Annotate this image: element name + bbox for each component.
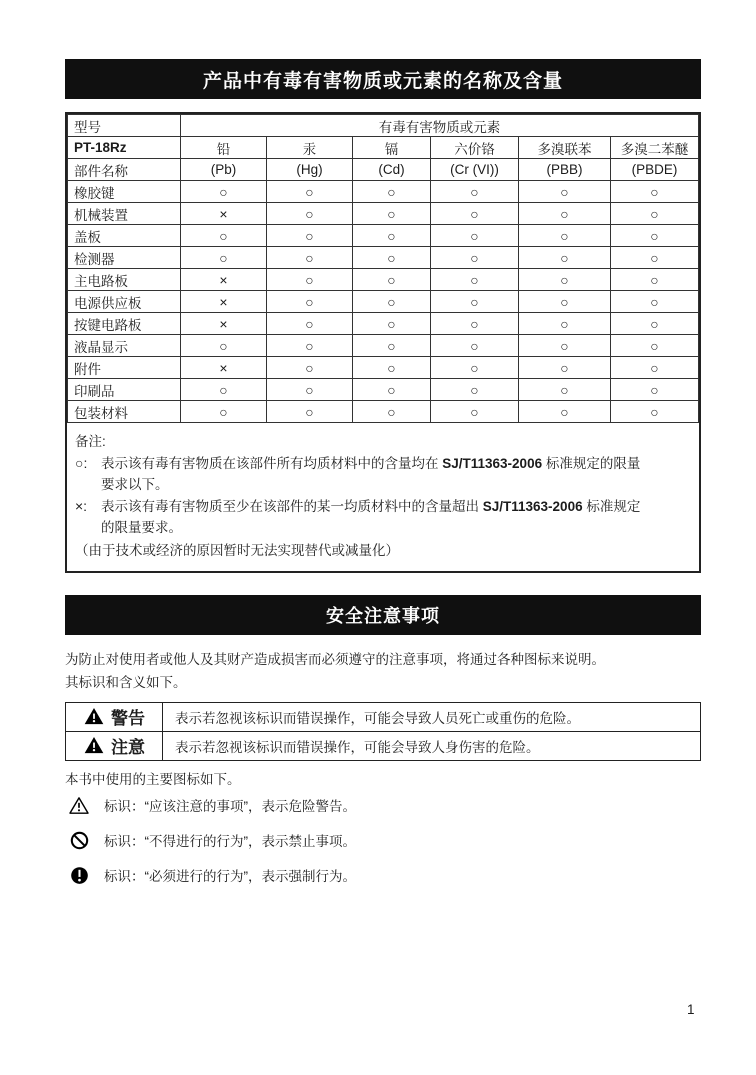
substance-value-cell: ○ (431, 313, 519, 335)
safety-levels-table (65, 702, 701, 761)
hazard-table-row (68, 181, 699, 203)
substance-value-cell: ○ (611, 291, 699, 313)
substance-value-cell: ○ (353, 313, 431, 335)
substance-value-cell: × (181, 269, 267, 291)
substance-value-cell: ○ (267, 225, 353, 247)
substance-value-cell: ○ (353, 291, 431, 313)
part-name-cell: 盖板 (68, 225, 181, 247)
substance-symbol-cell: (PBB) (519, 159, 611, 181)
substance-value-cell: ○ (611, 335, 699, 357)
substance-value-cell: ○ (431, 357, 519, 379)
substance-value-cell: ○ (611, 225, 699, 247)
substance-value-cell: ○ (353, 401, 431, 423)
substance-value-cell: ○ (267, 291, 353, 313)
substance-value-cell: ○ (181, 401, 267, 423)
substance-value-cell: ○ (181, 379, 267, 401)
substance-value-cell: ○ (181, 181, 267, 203)
substance-name-cell: 多溴二苯醚 (611, 137, 699, 159)
substance-value-cell: ○ (267, 401, 353, 423)
substance-symbol-cell: (Cd) (353, 159, 431, 181)
substance-value-cell: ○ (267, 313, 353, 335)
substance-value-cell: ○ (519, 379, 611, 401)
substance-value-cell: ○ (353, 225, 431, 247)
hazard-table-row (68, 225, 699, 247)
substance-value-cell: ○ (353, 247, 431, 269)
substance-value-cell: ○ (267, 269, 353, 291)
cross-note-body (101, 496, 689, 538)
substance-value-cell: × (181, 313, 267, 335)
hazard-table-row (68, 313, 699, 335)
substance-value-cell: ○ (519, 291, 611, 313)
substance-symbol-cell: (Pb) (181, 159, 267, 181)
substance-value-cell: ○ (611, 357, 699, 379)
hazard-notes (67, 423, 699, 571)
substance-value-cell: ○ (519, 313, 611, 335)
substance-value-cell: ○ (519, 181, 611, 203)
paren-note: （由于技术或经济的原因暂时无法实现替代或减量化） (75, 543, 399, 558)
substance-value-cell: ○ (611, 379, 699, 401)
icons-intro: 本书中使用的主要图标如下。 (65, 772, 241, 787)
substance-value-cell: ○ (431, 247, 519, 269)
substance-name-cell: 六价铬 (431, 137, 519, 159)
warning-triangle-filled-icon (83, 736, 105, 754)
part-name-cell: 机械装置 (68, 203, 181, 225)
prohibition-icon (68, 831, 90, 850)
substance-name-cell: 汞 (267, 137, 353, 159)
circle-note-text: 标准规定的限量 (542, 456, 641, 471)
substance-symbol-cell: (PBDE) (611, 159, 699, 181)
hazard-table-row (68, 203, 699, 225)
substance-value-cell: ○ (353, 357, 431, 379)
cross-note-line1 (101, 496, 689, 517)
substance-value-cell: ○ (431, 291, 519, 313)
icon-legend-item-mandatory (68, 865, 356, 885)
substance-value-cell: ○ (519, 401, 611, 423)
warning-level-label-cell (66, 703, 163, 732)
substance-value-cell: ○ (353, 181, 431, 203)
substance-value-cell: ○ (431, 181, 519, 203)
hazard-table-row (68, 291, 699, 313)
standard-number: SJ/T11363-2006 (442, 456, 543, 471)
safety-intro-line1: 为防止对使用者或他人及其财产造成损害而必须遵守的注意事项，将通过各种图标来说明。 (65, 652, 605, 667)
part-name-cell: 印刷品 (68, 379, 181, 401)
cross-note-prefix: ×: (75, 498, 88, 514)
caution-level-word: 注意 (111, 737, 145, 757)
substance-value-cell: ○ (519, 335, 611, 357)
substance-value-cell: ○ (181, 335, 267, 357)
substance-value-cell: ○ (267, 335, 353, 357)
warning-level-row (66, 703, 701, 732)
mandatory-icon (68, 866, 90, 885)
substance-value-cell: ○ (353, 203, 431, 225)
substance-name-cell: 多溴联苯 (519, 137, 611, 159)
substance-value-cell: ○ (519, 203, 611, 225)
caution-level-row (66, 732, 701, 761)
warning-triangle-filled-icon (83, 707, 105, 725)
substance-value-cell: ○ (431, 225, 519, 247)
hazard-table-row (68, 335, 699, 357)
substance-symbol-cell: (Hg) (267, 159, 353, 181)
circle-note (75, 453, 689, 495)
part-name-cell: 电源供应板 (68, 291, 181, 313)
hazard-header-row-names (68, 137, 699, 159)
part-name-cell: 按键电路板 (68, 313, 181, 335)
hazard-table-row (68, 401, 699, 423)
substance-value-cell: ○ (181, 225, 267, 247)
warning-level-word: 警告 (111, 708, 145, 728)
substance-value-cell: ○ (611, 313, 699, 335)
model-value-cell: PT-18Rz (68, 137, 181, 159)
part-name-cell: 橡胶键 (68, 181, 181, 203)
substance-value-cell: ○ (431, 203, 519, 225)
safety-intro (65, 648, 705, 694)
substance-value-cell: ○ (353, 269, 431, 291)
warning-level-description: 表示若忽视该标识而错误操作，可能会导致人员死亡或重伤的危险。 (163, 703, 701, 732)
circle-note-body (101, 453, 689, 495)
circle-note-line1 (101, 453, 689, 474)
standard-number: SJ/T11363-2006 (482, 499, 583, 514)
cross-note (75, 496, 689, 538)
circle-note-text: 表示该有毒有害物质在该部件所有均质材料中的含量均在 (101, 456, 443, 471)
hazard-table-row (68, 357, 699, 379)
icon-legend-text: 标识：“不得进行的行为”，表示禁止事项。 (104, 834, 356, 849)
hazard-table-body (68, 181, 699, 423)
substance-value-cell: ○ (519, 357, 611, 379)
substance-value-cell: × (181, 203, 267, 225)
hazard-table-header (68, 115, 699, 181)
hazard-section-title: 产品中有毒有害物质或元素的名称及含量 (65, 59, 701, 99)
substances-header-cell: 有毒有害物质或元素 (181, 115, 699, 137)
part-name-cell: 液晶显示 (68, 335, 181, 357)
substance-value-cell: ○ (519, 247, 611, 269)
substance-value-cell: ○ (267, 181, 353, 203)
part-label-cell: 部件名称 (68, 159, 181, 181)
caution-level-description: 表示若忽视该标识而错误操作，可能会导致人身伤害的危险。 (163, 732, 701, 761)
substance-value-cell: ○ (611, 203, 699, 225)
substance-value-cell: ○ (431, 269, 519, 291)
substance-value-cell: ○ (519, 225, 611, 247)
hazard-table-box (65, 112, 701, 573)
notes-label: 备注: (75, 434, 106, 449)
substance-value-cell: ○ (267, 203, 353, 225)
substance-value-cell: ○ (353, 379, 431, 401)
substance-value-cell: ○ (431, 401, 519, 423)
icon-legend-item-prohibition (68, 830, 356, 850)
hazard-header-row-symbols (68, 159, 699, 181)
safety-intro-line2: 其标识和含义如下。 (65, 675, 187, 690)
substance-value-cell: ○ (267, 247, 353, 269)
circle-note-prefix: ○: (75, 455, 88, 471)
safety-section-title: 安全注意事项 (65, 595, 701, 635)
cross-note-line2: 的限量要求。 (101, 520, 182, 535)
circle-note-line2: 要求以下。 (101, 477, 169, 492)
hazard-table-row (68, 379, 699, 401)
substance-value-cell: × (181, 357, 267, 379)
icon-legend-text: 标识：“必须进行的行为”，表示强制行为。 (104, 869, 356, 884)
cross-note-text: 标准规定 (582, 499, 641, 514)
part-name-cell: 附件 (68, 357, 181, 379)
substance-value-cell: ○ (431, 335, 519, 357)
icon-legend-list (68, 795, 356, 885)
hazard-table-row (68, 247, 699, 269)
substance-value-cell: ○ (353, 335, 431, 357)
model-label-cell: 型号 (68, 115, 181, 137)
icon-legend-item-warning (68, 795, 356, 815)
hazard-header-row-model (68, 115, 699, 137)
hazard-table (67, 114, 699, 423)
part-name-cell: 主电路板 (68, 269, 181, 291)
substance-value-cell: ○ (267, 379, 353, 401)
caution-level-label-cell (66, 732, 163, 761)
hazard-table-row (68, 269, 699, 291)
cross-note-text: 表示该有毒有害物质至少在该部件的某一均质材料中的含量超出 (101, 499, 483, 514)
substance-value-cell: ○ (519, 269, 611, 291)
substance-value-cell: ○ (611, 247, 699, 269)
substance-value-cell: ○ (431, 379, 519, 401)
warning-triangle-outline-icon (68, 796, 90, 815)
substance-value-cell: ○ (181, 247, 267, 269)
substance-value-cell: ○ (611, 269, 699, 291)
icon-legend-text: 标识：“应该注意的事项”，表示危险警告。 (104, 799, 356, 814)
substance-value-cell: ○ (611, 401, 699, 423)
part-name-cell: 包装材料 (68, 401, 181, 423)
substance-name-cell: 铅 (181, 137, 267, 159)
substance-value-cell: ○ (611, 181, 699, 203)
substance-value-cell: ○ (267, 357, 353, 379)
substance-value-cell: × (181, 291, 267, 313)
substance-symbol-cell: (Cr (VI)) (431, 159, 519, 181)
page-number: 1 (687, 1002, 695, 1017)
substance-name-cell: 镉 (353, 137, 431, 159)
part-name-cell: 检测器 (68, 247, 181, 269)
